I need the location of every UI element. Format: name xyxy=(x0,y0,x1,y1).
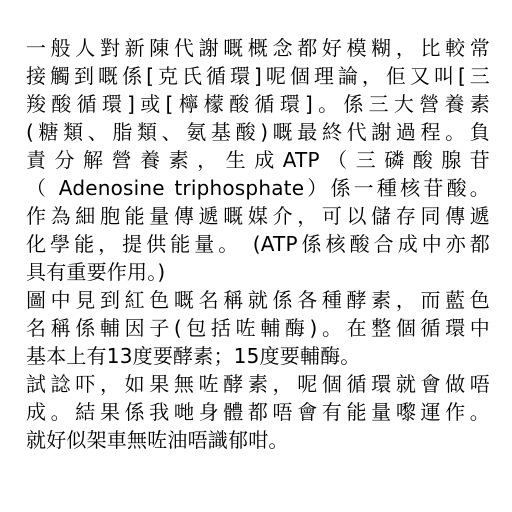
document-text-block xyxy=(26,34,490,454)
text-line-7: 作為細胞能量傳遞嘅媒介，可以儲存同傳遞 xyxy=(26,204,490,228)
text-line-10: 圖中見到紅色嘅名稱就係各種酵素，而藍色 xyxy=(26,288,490,312)
text-line-6: （ Adenosine triphosphate）係一種核苷酸。 xyxy=(26,176,490,200)
text-line-15: 就好似架車無咗油唔識郁咁。 xyxy=(26,428,289,452)
text-line-9: 具有重要作用。) xyxy=(26,260,166,284)
text-line-8: 化學能，提供能量。 (ATP係核酸合成中亦都 xyxy=(26,232,490,256)
text-line-1: 一般人對新陳代謝嘅概念都好模糊，比較常 xyxy=(26,36,490,60)
text-line-4: (糖類、脂類、氨基酸)嘅最終代謝過程。負 xyxy=(26,120,490,144)
text-line-14: 成。結果係我哋身體都唔會有能量嚟運作。 xyxy=(26,400,490,424)
text-line-11: 名稱係輔因子(包括咗輔酶)。在整個循環中 xyxy=(26,316,490,340)
text-line-13: 試諗吓，如果無咗酵素，呢個循環就會做唔 xyxy=(26,372,490,396)
text-line-5: 責 分 解 營 養 素 ， 生 成 ATP （ 三 磷 酸 腺 苷 xyxy=(26,148,490,172)
text-line-12: 基本上有13度要酵素；15度要輔酶。 xyxy=(26,344,361,368)
text-line-2: 接觸到嘅係[克氏循環]呢個理論，佢又叫[三 xyxy=(26,64,490,88)
text-line-3: 羧酸循環]或[檸檬酸循環]。係三大營養素 xyxy=(26,92,490,116)
